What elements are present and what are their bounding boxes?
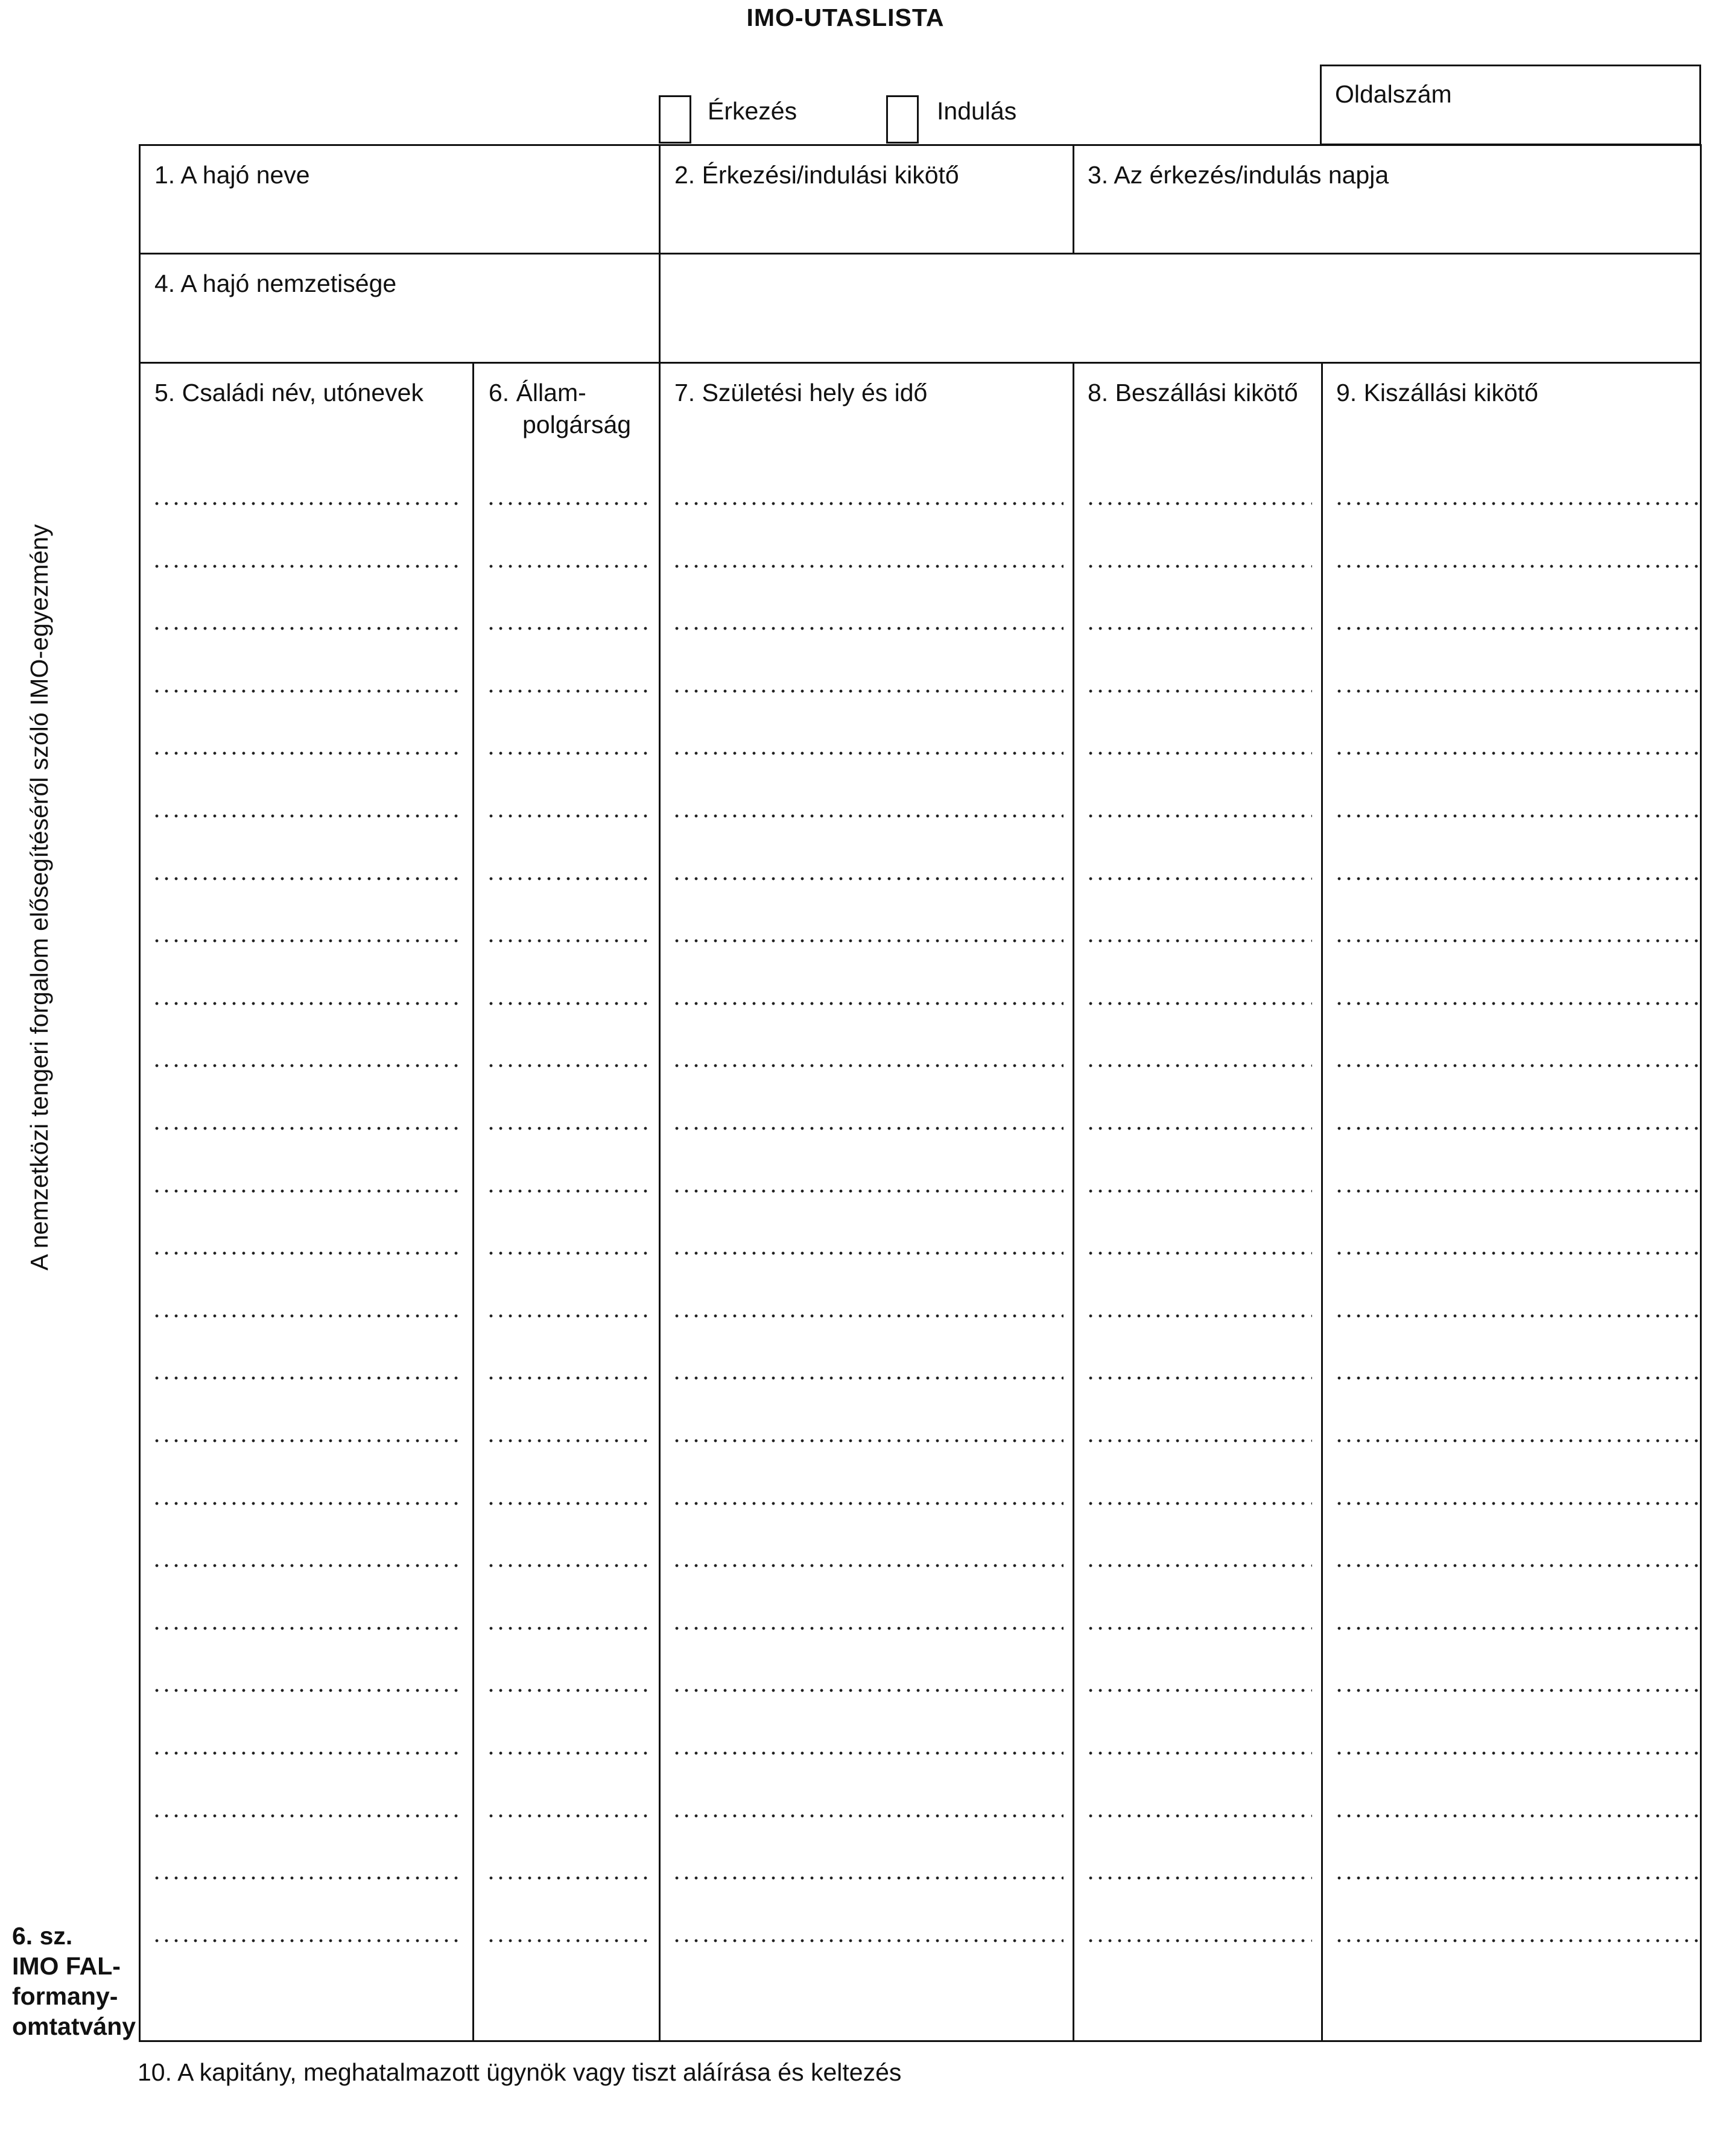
entry-line-name[interactable] — [152, 502, 463, 505]
form-title: IMO-UTASLISTA — [746, 4, 945, 31]
entry-line-name[interactable] — [152, 877, 463, 880]
entry-line-name[interactable] — [152, 1564, 463, 1567]
entry-line-birth[interactable] — [672, 1127, 1064, 1130]
entry-line-citizenship[interactable] — [486, 502, 648, 505]
entry-line-citizenship[interactable] — [486, 1251, 648, 1255]
entry-line-name[interactable] — [152, 814, 463, 818]
entry-line-disembark[interactable] — [1334, 1814, 1699, 1818]
entry-line-birth[interactable] — [672, 1939, 1064, 1943]
entry-line-name[interactable] — [152, 1814, 463, 1818]
nationality-label: 4. A hajó nemzetisége — [154, 270, 397, 297]
entry-line-embark[interactable] — [1086, 1689, 1312, 1692]
entry-line-embark[interactable] — [1086, 1564, 1312, 1567]
entry-line-citizenship[interactable] — [486, 564, 648, 568]
ship-name-field[interactable] — [141, 193, 659, 253]
entry-line-embark[interactable] — [1086, 939, 1312, 943]
entry-line-embark[interactable] — [1086, 1502, 1312, 1505]
entry-line-disembark[interactable] — [1334, 1502, 1699, 1505]
signature-label: 10. A kapitány, meghatalmazott ügynök vagy tiszt aláírása és keltezés — [138, 2058, 902, 2086]
entry-line-citizenship[interactable] — [486, 1689, 648, 1692]
departure-label: Indulás — [937, 97, 1017, 125]
entry-line-name[interactable] — [152, 1127, 463, 1130]
date-label: 3. Az érkezés/indulás napja — [1088, 161, 1389, 189]
entry-line-disembark[interactable] — [1334, 1751, 1699, 1755]
entry-line-citizenship[interactable] — [486, 1314, 648, 1318]
ship-name-label: 1. A hajó neve — [154, 161, 310, 189]
entry-line-citizenship[interactable] — [486, 1189, 648, 1193]
entry-line-embark[interactable] — [1086, 1439, 1312, 1443]
nationality-field[interactable] — [661, 254, 1700, 362]
entry-line-citizenship[interactable] — [486, 1626, 648, 1630]
form-number-line2: IMO FAL- — [12, 1952, 121, 1980]
entry-line-embark[interactable] — [1086, 1626, 1312, 1630]
column-header-citizenship-2: polgárság — [522, 411, 632, 438]
convention-side-text: A nemzetközi tengeri forgalom elősegítéséről szóló IMO-egyezmény — [25, 524, 53, 1271]
entry-line-birth[interactable] — [672, 1064, 1064, 1067]
entry-line-birth[interactable] — [672, 1876, 1064, 1880]
entry-line-citizenship[interactable] — [486, 627, 648, 630]
entry-line-name[interactable] — [152, 1689, 463, 1692]
entry-line-name[interactable] — [152, 1751, 463, 1755]
entry-line-citizenship[interactable] — [486, 1376, 648, 1380]
port-label: 2. Érkezési/indulási kikötő — [674, 161, 959, 189]
arrival-label: Érkezés — [708, 97, 797, 125]
entry-line-name[interactable] — [152, 1376, 463, 1380]
entry-line-disembark[interactable] — [1334, 1002, 1699, 1005]
entry-line-citizenship[interactable] — [486, 1814, 648, 1818]
entry-line-disembark[interactable] — [1334, 1251, 1699, 1255]
form-number — [12, 1921, 136, 2041]
entry-line-citizenship[interactable] — [486, 1751, 648, 1755]
entry-line-disembark[interactable] — [1334, 1314, 1699, 1318]
port-field[interactable] — [661, 193, 1073, 253]
column-header-disembark: 9. Kiszállási kikötő — [1336, 379, 1538, 406]
entry-line-birth[interactable] — [672, 1251, 1064, 1255]
entry-line-birth[interactable] — [672, 1814, 1064, 1818]
column-header-embark: 8. Beszállási kikötő — [1088, 379, 1298, 406]
entry-line-citizenship[interactable] — [486, 877, 648, 880]
form-number-line1: 6. sz. — [12, 1922, 73, 1950]
entry-line-name[interactable] — [152, 689, 463, 693]
entry-line-disembark[interactable] — [1334, 1939, 1699, 1943]
entry-line-disembark[interactable] — [1334, 939, 1699, 943]
entry-line-disembark[interactable] — [1334, 751, 1699, 755]
entry-line-embark[interactable] — [1086, 814, 1312, 818]
entry-line-disembark[interactable] — [1334, 1626, 1699, 1630]
entry-line-embark[interactable] — [1086, 502, 1312, 505]
entry-line-name[interactable] — [152, 564, 463, 568]
entry-line-disembark[interactable] — [1334, 502, 1699, 505]
entry-line-birth[interactable] — [672, 1314, 1064, 1318]
entry-line-embark[interactable] — [1086, 1002, 1312, 1005]
entry-line-birth[interactable] — [672, 1439, 1064, 1443]
entry-line-embark[interactable] — [1086, 1751, 1312, 1755]
entry-line-birth[interactable] — [672, 1689, 1064, 1692]
entry-line-name[interactable] — [152, 1002, 463, 1005]
entry-line-disembark[interactable] — [1334, 689, 1699, 693]
entry-line-embark[interactable] — [1086, 1127, 1312, 1130]
entry-line-citizenship[interactable] — [486, 1502, 648, 1505]
entry-line-embark[interactable] — [1086, 1314, 1312, 1318]
column-header-birth: 7. Születési hely és idő — [674, 379, 928, 406]
entry-line-citizenship[interactable] — [486, 689, 648, 693]
entry-line-name[interactable] — [152, 1064, 463, 1067]
entry-line-birth[interactable] — [672, 939, 1064, 943]
entry-line-embark[interactable] — [1086, 564, 1312, 568]
form-number-line3: formany- — [12, 1982, 118, 2010]
entry-line-embark[interactable] — [1086, 1189, 1312, 1193]
entry-line-name[interactable] — [152, 1939, 463, 1943]
entry-line-birth[interactable] — [672, 502, 1064, 505]
entry-line-disembark[interactable] — [1334, 1189, 1699, 1193]
entry-line-disembark[interactable] — [1334, 1064, 1699, 1067]
entry-line-disembark[interactable] — [1334, 1439, 1699, 1443]
entry-line-name[interactable] — [152, 751, 463, 755]
entry-line-disembark[interactable] — [1334, 1376, 1699, 1380]
entry-line-disembark[interactable] — [1334, 627, 1699, 630]
entry-line-citizenship[interactable] — [486, 939, 648, 943]
signature-field[interactable] — [138, 2093, 1700, 2147]
entry-line-birth[interactable] — [672, 814, 1064, 818]
column-header-name: 5. Családi név, utónevek — [154, 379, 423, 406]
entry-line-disembark[interactable] — [1334, 877, 1699, 880]
entry-line-embark[interactable] — [1086, 751, 1312, 755]
entry-line-embark[interactable] — [1086, 1814, 1312, 1818]
entry-line-embark[interactable] — [1086, 1064, 1312, 1067]
entry-line-disembark[interactable] — [1334, 814, 1699, 818]
entry-line-birth[interactable] — [672, 1751, 1064, 1755]
entry-line-disembark[interactable] — [1334, 1876, 1699, 1880]
entry-line-citizenship[interactable] — [486, 1439, 648, 1443]
entry-line-citizenship[interactable] — [486, 751, 648, 755]
column-header-citizenship: 6. Állam- — [489, 379, 586, 406]
entry-line-name[interactable] — [152, 1314, 463, 1318]
entry-line-citizenship[interactable] — [486, 1127, 648, 1130]
entry-line-name[interactable] — [152, 1502, 463, 1505]
entry-line-name[interactable] — [152, 1439, 463, 1443]
entry-line-citizenship[interactable] — [486, 1939, 648, 1943]
entry-line-birth[interactable] — [672, 1502, 1064, 1505]
entry-line-birth[interactable] — [672, 1564, 1064, 1567]
entry-line-embark[interactable] — [1086, 1251, 1312, 1255]
entry-line-citizenship[interactable] — [486, 1876, 648, 1880]
entry-line-birth[interactable] — [672, 877, 1064, 880]
entry-line-disembark[interactable] — [1334, 1689, 1699, 1692]
entry-line-birth[interactable] — [672, 1376, 1064, 1380]
entry-line-embark[interactable] — [1086, 1939, 1312, 1943]
page-number-label: Oldalszám — [1335, 80, 1452, 108]
entry-line-birth[interactable] — [672, 1002, 1064, 1005]
form-number-line4: omtatvány — [12, 2012, 136, 2040]
entry-line-birth[interactable] — [672, 689, 1064, 693]
entry-line-birth[interactable] — [672, 1626, 1064, 1630]
entry-line-disembark[interactable] — [1334, 1564, 1699, 1567]
entry-line-name[interactable] — [152, 1876, 463, 1880]
entry-line-birth[interactable] — [672, 627, 1064, 630]
entry-line-disembark[interactable] — [1334, 1127, 1699, 1130]
entry-line-name[interactable] — [152, 939, 463, 943]
entry-line-citizenship[interactable] — [486, 1564, 648, 1567]
entry-line-embark[interactable] — [1086, 1376, 1312, 1380]
entry-line-embark[interactable] — [1086, 689, 1312, 693]
entry-line-name[interactable] — [152, 1189, 463, 1193]
date-field[interactable] — [1074, 193, 1700, 253]
entry-line-name[interactable] — [152, 627, 463, 630]
entry-line-embark[interactable] — [1086, 877, 1312, 880]
entry-line-embark[interactable] — [1086, 627, 1312, 630]
entry-line-name[interactable] — [152, 1626, 463, 1630]
entry-line-birth[interactable] — [672, 564, 1064, 568]
entry-line-citizenship[interactable] — [486, 1002, 648, 1005]
entry-line-citizenship[interactable] — [486, 1064, 648, 1067]
entry-line-disembark[interactable] — [1334, 564, 1699, 568]
entry-line-name[interactable] — [152, 1251, 463, 1255]
entry-line-birth[interactable] — [672, 751, 1064, 755]
entry-line-birth[interactable] — [672, 1189, 1064, 1193]
entry-line-citizenship[interactable] — [486, 814, 648, 818]
entry-line-embark[interactable] — [1086, 1876, 1312, 1880]
